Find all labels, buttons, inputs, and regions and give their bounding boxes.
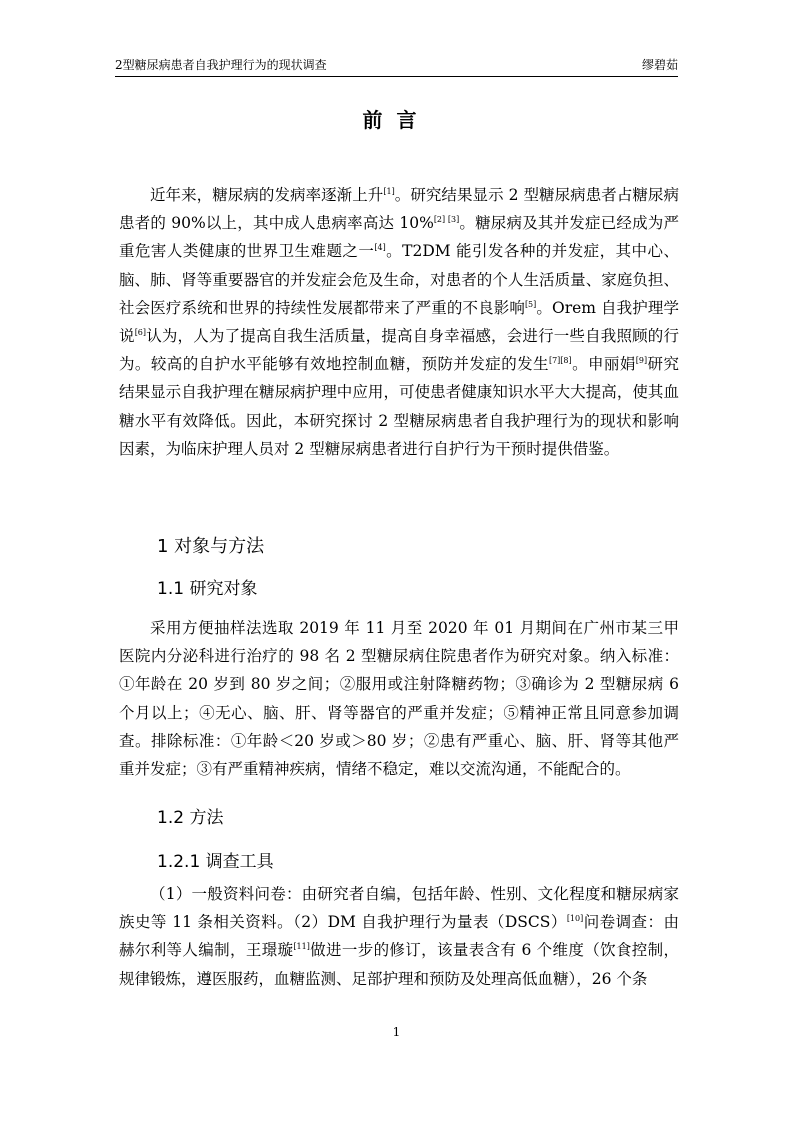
intro-text: 。Orem 自我护理学说 bbox=[119, 298, 679, 346]
page-title: 前言 bbox=[362, 108, 431, 132]
intro-text: 。申丽娟 bbox=[571, 355, 636, 374]
intro-paragraph bbox=[119, 181, 679, 463]
citation: [7][8] bbox=[548, 356, 572, 366]
subjects-paragraph: 采用方便抽样法选取 2019 年 11 月至 2020 年 01 月期间在广州市某三甲医院内分泌科进行治疗的 98 名 2 型糖尿病住院患者作为研究对象。纳入标准：①年龄在 20 岁到 80 岁之间；②服用或注射降糖药物；③确诊为 2 型糖尿病 6 个月以上；④无心、脑、肝、肾等器官的严重并发症；⑤精神正常且同意参加调查。排除标准：①年龄＜20 岁或＞80 岁；②患有严重心、脑、肝、肾等其他严重并发症；③有严重精神疾病，情绪不稳定，难以交流沟通，不能配合的。 bbox=[119, 619, 679, 779]
tools-text: 做进一步的修订，该量表含有 6 个维度（饮食控制，规律锻炼，遵医服药，血糖监测、足部护理和预防及处理高低血糖），26 个条 bbox=[119, 941, 679, 988]
citation: [9] bbox=[635, 356, 648, 366]
citation: [2] [3] bbox=[433, 215, 460, 225]
intro-text: 研究结果显示自我护理在糖尿病护理中应用，可使患者健康知识水平大大提高，使其血糖水平有效降低。因此，本研究探讨 2 型糖尿病患者自我护理行为的现状和影响因素，为临床护理人员对 2 型糖尿病患者进行自护行为干预时提供借鉴。 bbox=[119, 355, 679, 458]
intro-text: 近年来，糖尿病的发病率逐渐上升 bbox=[150, 186, 384, 204]
citation: [4] bbox=[374, 243, 386, 253]
subsection-heading: 1.2 方法 bbox=[157, 808, 224, 828]
citation: [5] bbox=[524, 299, 537, 309]
page-header bbox=[115, 54, 678, 74]
header-title: 2型糖尿病患者自我护理行为的现状调查 bbox=[115, 58, 327, 72]
section-heading: 1 对象与方法 bbox=[157, 536, 265, 557]
subsection-heading: 1.1 研究对象 bbox=[157, 579, 258, 599]
header-author: 缪碧茹 bbox=[641, 58, 678, 72]
header-rule bbox=[115, 76, 678, 77]
intro-text: 认为，人为了提高自我生活质量，提高自身幸福感，会进行一些自我照顾的行为。较高的自护水平能够有效地控制血糖，预防并发症的发生 bbox=[119, 327, 679, 374]
citation: [1] bbox=[383, 186, 395, 196]
page-number: 1 bbox=[392, 1025, 401, 1039]
intro-text: 。糖尿病及其并发症已经成为严重危害人类健康的世界卫生难题之一 bbox=[119, 214, 679, 261]
citation: [6] bbox=[134, 327, 147, 337]
citation: [10] bbox=[566, 914, 584, 924]
intro-text: 。T2DM 能引发各种的并发症，其中心、脑、肺、肾等重要器官的并发症会危及生命，对患者的个人生活质量、家庭负担、社会医疗系统和世界的持续性发展都带来了严重的不良影响 bbox=[119, 242, 679, 317]
subsubsection-heading: 1.2.1 调查工具 bbox=[157, 852, 274, 872]
citation: [11] bbox=[293, 942, 310, 952]
tools-paragraph bbox=[119, 880, 679, 993]
intro-text: 。研究结果显示 2 型糖尿病患者占糖尿病患者的 90%以上，其中成人患病率高达 10% bbox=[119, 186, 679, 233]
tools-text: （1）一般资料问卷：由研究者自编，包括年龄、性别、文化程度和糖尿病家族史等 11 条相关资料。（2）DM 自我护理行为量表（DSCS） bbox=[119, 885, 679, 932]
tools-text: 问卷调查：由赫尔利等人编制，王璟璇 bbox=[119, 913, 679, 960]
